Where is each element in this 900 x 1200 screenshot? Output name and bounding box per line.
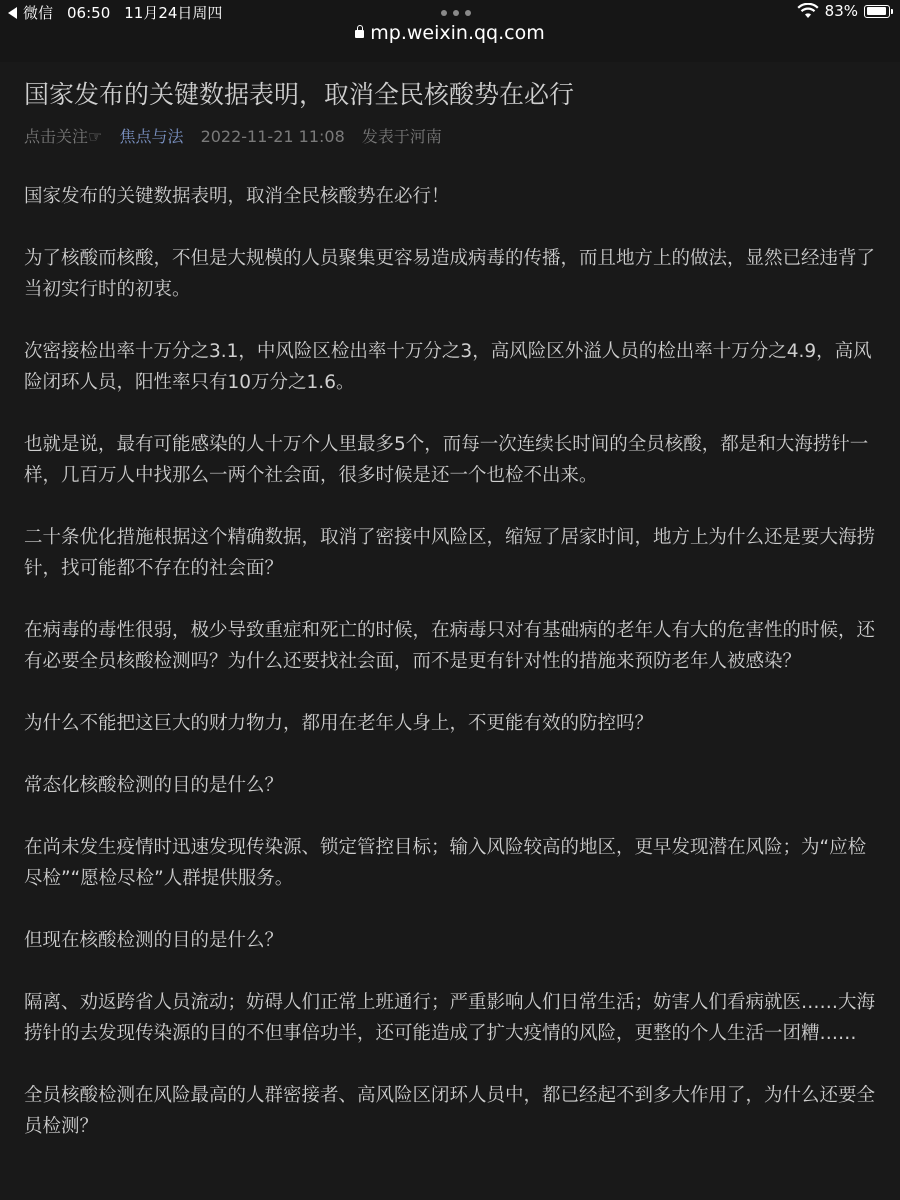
status-date: 11月24日周四 (124, 4, 223, 22)
battery-level (867, 7, 887, 15)
status-time: 06:50 (67, 3, 111, 22)
lock-icon (355, 30, 364, 38)
article (24, 62, 880, 1173)
article-title: 国家发布的关键数据表明，取消全民核酸势在必行 (24, 80, 575, 109)
url-bar[interactable] (0, 22, 900, 44)
paragraph: 为什么不能把这巨大的财力物力，都用在老年人身上，不更能有效的防控吗？ (24, 713, 654, 734)
back-to-app-link[interactable]: 微信 (23, 4, 54, 22)
article-body (24, 181, 880, 1142)
publish-datetime: 2022-11-21 11:08 (200, 127, 345, 146)
back-arrow-icon[interactable] (8, 7, 17, 19)
paragraph: 次密接检出率十万分之3.1，中风险区检出率十万分之3，高风险区外溢人员的检出率十万分之4.9，高风险闭环人员，阳性率只有10万分之1.6。 (24, 341, 872, 393)
multitasking-dots-icon[interactable] (438, 10, 474, 16)
paragraph: 也就是说，最有可能感染的人十万个人里最多5个，而每一次连续长时间的全员核酸，都是和大海捞针一样，几百万人中找那么一两个社会面，很多时候是还一个也检不出来。 (24, 434, 869, 486)
paragraph: 隔离、劝返跨省人员流动；妨碍人们正常上班通行；严重影响人们日常生活；妨害人们看病就医……大海捞针的去发现传染源的目的不但事倍功半，还可能造成了扩大疫情的风险，更整的个人生活一团糟…… (24, 992, 876, 1044)
publish-location: 发表于河南 (361, 127, 442, 146)
paragraph: 在尚未发生疫情时迅速发现传染源、锁定管控目标；输入风险较高的地区，更早发现潜在风险；为“应检尽检”“愿检尽检”人群提供服务。 (24, 837, 867, 889)
paragraph: 全员核酸检测在风险最高的人群密接者、高风险区闭环人员中，都已经起不到多大作用了，为什么还要全员检测？ (24, 1085, 876, 1137)
account-name-link[interactable]: 焦点与法 (119, 127, 184, 146)
follow-link[interactable]: 点击关注☞ (24, 127, 103, 146)
battery-percent: 83% (824, 2, 858, 20)
paragraph: 在病毒的毒性很弱，极少导致重症和死亡的时候，在病毒只对有基础病的老年人有大的危害性的时候，还有必要全员核酸检测吗？为什么还要找社会面，而不是更有针对性的措施来预防老年人被感染？ (24, 620, 876, 672)
battery-icon (864, 5, 890, 18)
status-left (8, 2, 236, 23)
paragraph: 二十条优化措施根据这个精确数据，取消了密接中风险区，缩短了居家时间，地方上为什么还是要大海捞针，找可能都不存在的社会面？ (24, 527, 876, 579)
status-bar (0, 0, 900, 62)
url-text: mp.weixin.qq.com (370, 22, 545, 44)
paragraph: 国家发布的关键数据表明，取消全民核酸势在必行！ (24, 186, 450, 207)
status-right (797, 2, 890, 20)
paragraph: 常态化核酸检测的目的是什么？ (24, 775, 284, 796)
paragraph: 但现在核酸检测的目的是什么？ (24, 930, 284, 951)
wifi-icon (797, 3, 819, 19)
article-meta (24, 124, 880, 147)
paragraph: 为了核酸而核酸，不但是大规模的人员聚集更容易造成病毒的传播，而且地方上的做法，显然已经违背了当初实行时的初衷。 (24, 248, 876, 300)
